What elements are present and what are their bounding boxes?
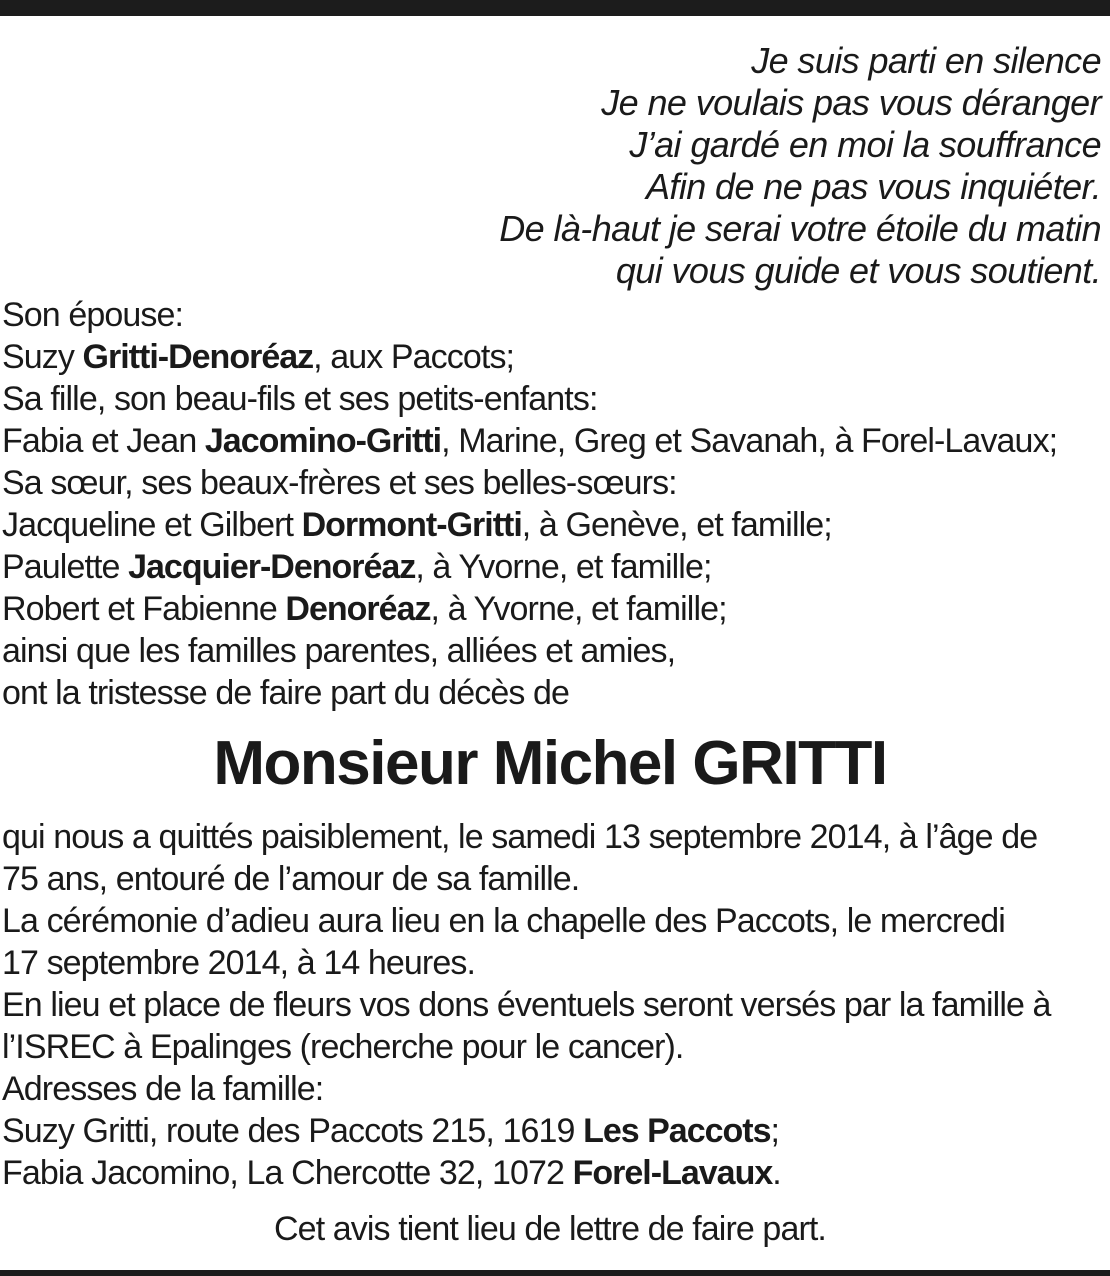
spouse-first-name: Suzy [2,338,83,376]
sibling-entry [2,588,1102,630]
sibling-rest: , à Yvorne, et famille; [430,590,727,628]
address-city: Forel-Lavaux [572,1154,773,1192]
sibling-first-names: Paulette [2,548,129,586]
poem-line: De là-haut je serai votre étoile du matin [499,208,1101,249]
spouse-label: Son épouse: [2,296,184,334]
poem-line: Je suis parti en silence [751,40,1101,81]
deceased-name: Monsieur Michel GRITTI [213,729,887,798]
announcement-line: ont la tristesse de faire part du décès de [2,674,569,712]
poem [401,40,1101,292]
poem-line: Je ne voulais pas vous déranger [601,82,1101,123]
sibling-first-names: Robert et Fabienne [2,590,286,628]
address-text: Suzy Gritti, route des Paccots 215, 1619 [2,1112,584,1150]
children-first-names: Fabia et Jean [2,422,205,460]
addresses-label: Adresses de la famille: [2,1070,324,1108]
sibling-rest: , à Yvorne, et famille; [415,548,712,586]
death-line-1: qui nous a quittés paisiblement, le samedi 13 septembre 2014, à l’âge de [2,818,1038,856]
children-entry [2,420,1102,462]
bottom-rule [0,1270,1110,1276]
poem-line: qui vous guide et vous soutient. [615,250,1101,291]
ceremony-line-1: La cérémonie d’adieu aura lieu en la chapelle des Paccots, le mercredi [2,902,1005,940]
donation-line-2: l’ISREC à Epalinges (recherche pour le cancer). [2,1028,684,1066]
address-line [2,1110,1100,1152]
poem-line: Afin de ne pas vous inquiéter. [646,166,1101,207]
siblings-label: Sa sœur, ses beaux-frères et ses belles-sœurs: [2,464,677,502]
sibling-entry [2,546,1102,588]
spouse-place: , aux Paccots; [313,338,515,376]
spouse-entry [2,336,1102,378]
notice-details [2,816,1100,1194]
address-end: . [772,1154,781,1192]
sibling-entry [2,504,1102,546]
family-list [2,294,1102,714]
address-end: ; [770,1112,780,1150]
poem-line: J’ai gardé en moi la souffrance [629,124,1101,165]
sibling-surname: Dormont-Gritti [301,506,522,544]
sibling-first-names: Jacqueline et Gilbert [2,506,302,544]
children-label: Sa fille, son beau-fils et ses petits-enfants: [2,380,598,418]
spouse-surname: Gritti-Denoréaz [82,338,314,376]
children-rest: , Marine, Greg et Savanah, à Forel-Lavaux; [441,422,1058,460]
donation-line-1: En lieu et place de fleurs vos dons éventuels seront versés par la famille à [2,986,1051,1024]
children-surname: Jacomino-Gritti [204,422,442,460]
closing-note: Cet avis tient lieu de lettre de faire part. [274,1210,826,1248]
sibling-surname: Jacquier-Denoréaz [128,548,416,586]
death-line-2: 75 ans, entouré de l’amour de sa famille. [2,860,580,898]
relatives-line: ainsi que les familles parentes, alliées et amies, [2,632,676,670]
sibling-rest: , à Genève, et famille; [521,506,832,544]
top-rule [0,0,1110,16]
ceremony-line-2: 17 septembre 2014, à 14 heures. [2,944,476,982]
address-line [2,1152,1100,1194]
address-text: Fabia Jacomino, La Chercotte 32, 1072 [2,1154,573,1192]
address-city: Les Paccots [583,1112,771,1150]
sibling-surname: Denoréaz [285,590,431,628]
